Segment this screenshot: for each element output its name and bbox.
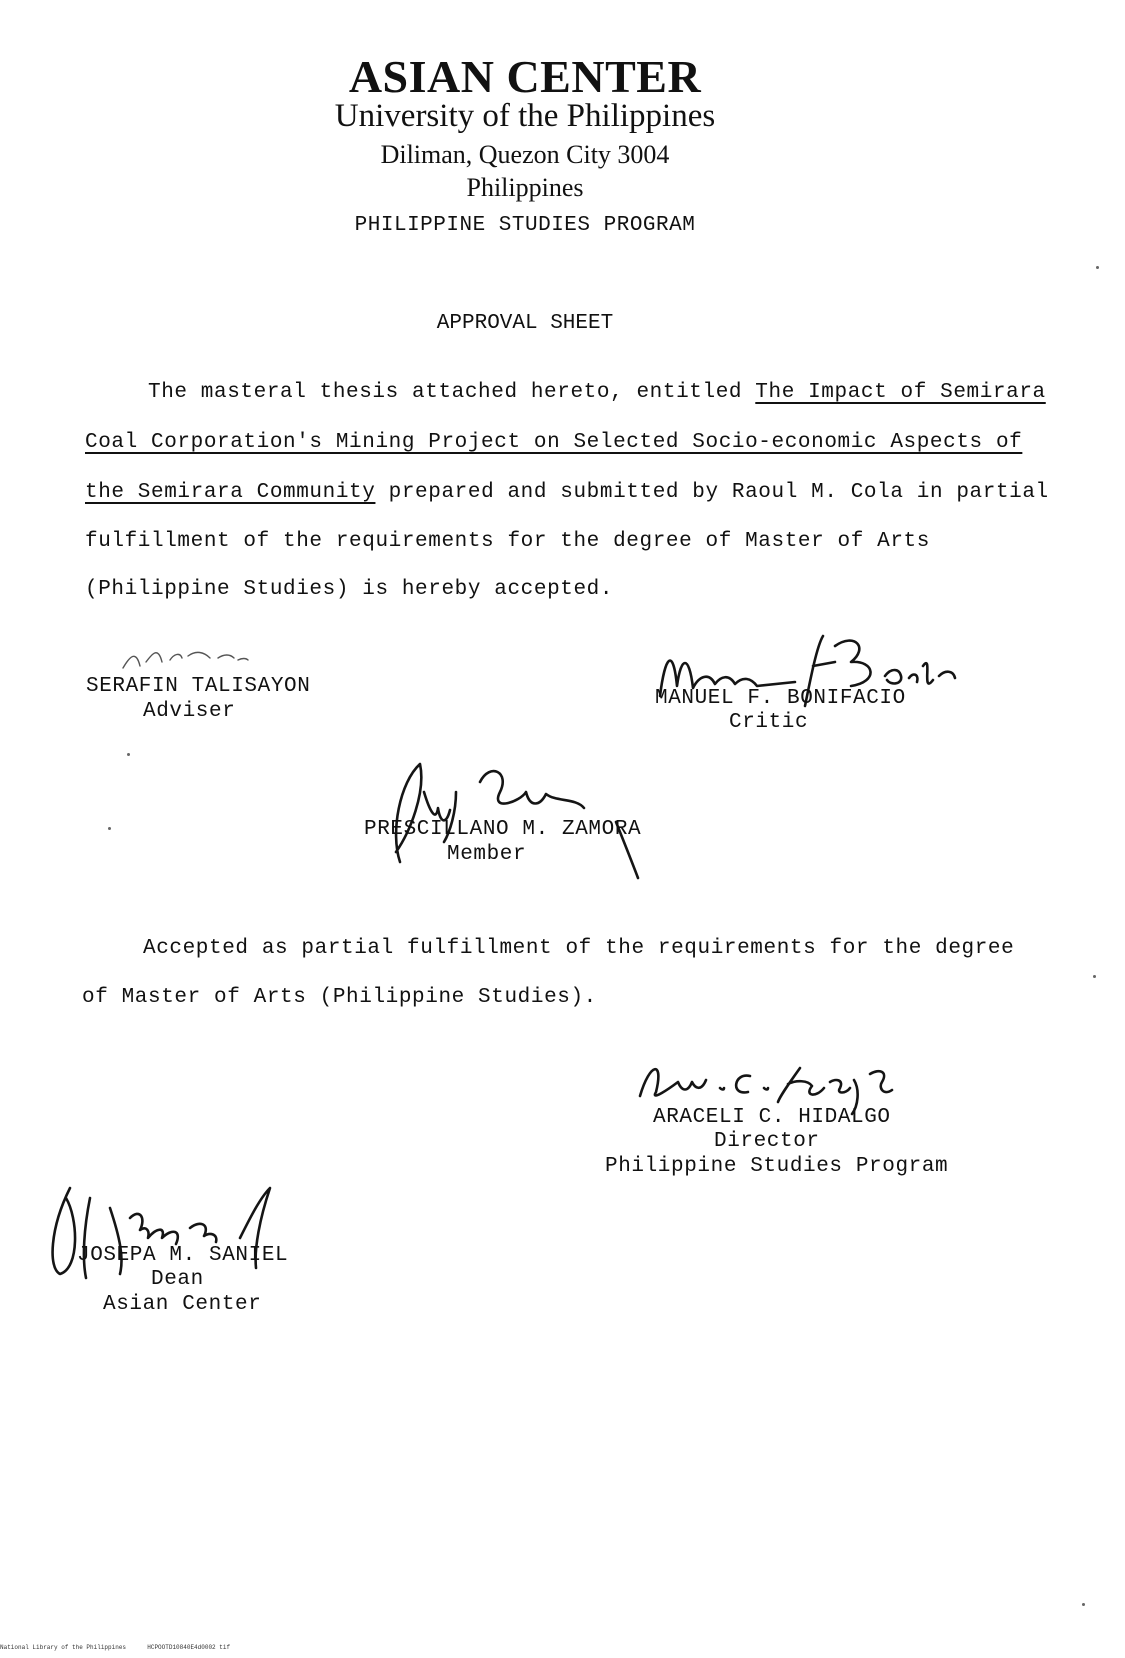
paragraph-1-line-5: (Philippine Studies) is hereby accepted. [85, 578, 614, 601]
member-name: PRESCILLANO M. ZAMORA [364, 818, 642, 841]
scan-speck [1096, 266, 1099, 269]
dean-role: Dean [151, 1268, 204, 1291]
dean-name: JOSEPA M. SANIEL [77, 1244, 289, 1267]
institution-title: ASIAN CENTER [348, 51, 702, 102]
adviser-signature-icon [118, 636, 268, 676]
scan-speck [108, 827, 111, 830]
footer-code: HCPOOTD10840E4d0002 tif [147, 1644, 231, 1651]
member-role: Member [447, 843, 527, 866]
scan-speck [127, 753, 130, 756]
paragraph-1-line-1 [148, 381, 1046, 404]
thesis-intro-text: The masteral thesis attached hereto, entitled [148, 381, 756, 404]
paragraph-1-line-4: fulfillment of the requirements for the degree of Master of Arts [85, 530, 930, 553]
critic-role: Critic [729, 711, 809, 734]
director-name: ARACELI C. HIDALGO [653, 1106, 891, 1129]
country-line: Philippines [466, 173, 584, 202]
thesis-title-part-2: Coal Corporation's Mining Project on Selected Socio-economic Aspects of [85, 431, 1023, 454]
university-name: University of the Philippines [334, 98, 716, 134]
dean-unit: Asian Center [103, 1293, 262, 1316]
submission-text: prepared and submitted by Raoul M. Cola in partial [375, 481, 1049, 504]
paragraph-1-line-2 [85, 431, 1022, 454]
footer-stamp [0, 1644, 230, 1651]
director-role: Director [714, 1130, 820, 1153]
document-title: APPROVAL SHEET [436, 312, 614, 335]
paragraph-2-line-1: Accepted as partial fulfillment of the requirements for the degree [143, 937, 1015, 960]
paragraph-2-line-2: of Master of Arts (Philippine Studies). [82, 986, 597, 1009]
thesis-title-part-1: The Impact of Semirara [755, 381, 1046, 404]
adviser-name: SERAFIN TALISAYON [86, 675, 311, 698]
scan-speck [1082, 1603, 1085, 1606]
adviser-role: Adviser [143, 700, 236, 723]
scan-speck [1093, 975, 1096, 978]
critic-name: MANUEL F. BONIFACIO [655, 687, 906, 710]
thesis-title-part-3: the Semirara Community [85, 481, 376, 504]
director-unit: Philippine Studies Program [605, 1155, 949, 1178]
program-name: PHILIPPINE STUDIES PROGRAM [354, 214, 696, 237]
paragraph-1-line-3 [85, 481, 1049, 504]
address-line: Diliman, Quezon City 3004 [380, 140, 670, 169]
footer-library: National Library of the Philippines [0, 1644, 127, 1651]
